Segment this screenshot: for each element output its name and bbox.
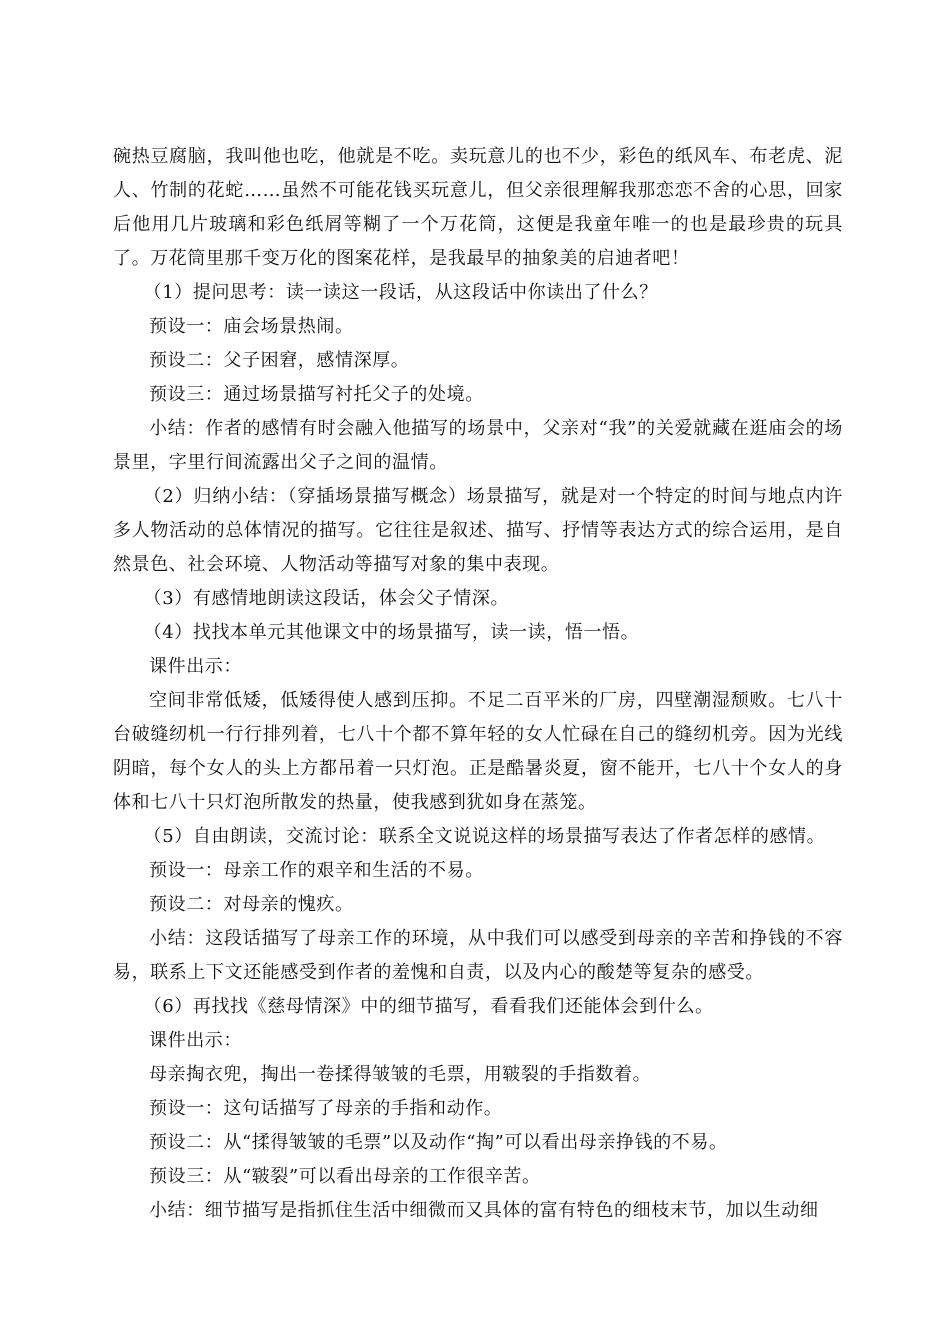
preset-4: 预设一：母亲工作的艰辛和生活的不易。 [149,860,484,881]
question-6: （6）再找找《慈母情深》中的细节描写，看看我们还能体会到什么。 [143,996,714,1017]
preset-8: 预设三：从“皲裂”可以看出母亲的工作很辛苦。 [149,1166,541,1187]
summary-2: 小结：这段话描写了母亲工作的环境，从中我们可以感受到母亲的辛苦和挣钱的不容易，联系上下文还能感受到作者的羞愧和自责，以及内心的酸楚等复杂的感受。 [113,928,843,983]
question-2: （2）归纳小结：（穿插场景描写概念）场景描写，就是对一个特定的时间与地点内许多人物活动的总体情况的描写。它往往是叙述、描写、抒情等表达方式的综合运用，是自然景色、社会环境、人物活动等描写对象的集中表现。 [113,486,843,575]
question-5: （5）自由朗读，交流讨论：联系全文说说这样的场景描写表达了作者怎样的感情。 [143,826,826,847]
summary-3: 小结：细节描写是指抓住生活中细微而又具体的富有特色的细枝末节，加以生动细 [149,1200,819,1221]
question-3: （3）有感情地朗读这段话，体会父子情深。 [143,588,510,609]
document-body [113,140,843,1228]
courseware-label-1: 课件出示： [149,656,242,677]
courseware-label-2: 课件出示： [149,1030,242,1051]
preset-2: 预设二：父子困窘，感情深厚。 [149,350,410,371]
preset-6: 预设一：这句话描写了母亲的手指和动作。 [149,1098,503,1119]
courseware-excerpt-2: 母亲掏衣兜，掏出一卷揉得皱皱的毛票，用皲裂的手指数着。 [149,1064,652,1085]
question-1: （1）提问思考：读一读这一段话，从这段话中你读出了什么？ [143,282,658,303]
preset-3: 预设三：通过场景描写衬托父子的处境。 [149,384,484,405]
preset-7: 预设二：从“揉得皱皱的毛票”以及动作“掏”可以看出母亲挣钱的不易。 [149,1132,728,1153]
preset-5: 预设二：对母亲的愧疚。 [149,894,354,915]
question-4: （4）找找本单元其他课文中的场景描写，读一读，悟一悟。 [143,622,640,643]
courseware-excerpt-1: 空间非常低矮，低矮得使人感到压抑。不足二百平米的厂房，四壁潮湿颓败。七八十台破缝纫机一行行排列着，七八十个都不算年轻的女人忙碌在自己的缝纫机旁。因为光线阴暗，每个女人的头上方都吊着一只灯泡。正是酷暑炎夏，窗不能开，七八十个女人的身体和七八十只灯泡所散发的热量，使我感到犹如身在蒸笼。 [113,690,843,813]
summary-1: 小结：作者的感情有时会融入他描写的场景中，父亲对“我”的关爱就藏在逛庙会的场景里，字里行间流露出父子之间的温情。 [113,418,843,473]
paragraph-continuation: 碗热豆腐脑，我叫他也吃，他就是不吃。卖玩意儿的也不少，彩色的纸风车、布老虎、泥人、竹制的花蛇……虽然不可能花钱买玩意儿，但父亲很理解我那恋恋不舍的心思，回家后他用几片玻璃和彩色纸屑等糊了一个万花筒，这便是我童年唯一的也是最珍贵的玩具了。万花筒里那千变万化的图案花样，是我最早的抽象美的启迪者吧！ [113,146,843,269]
preset-1: 预设一：庙会场景热闹。 [149,316,354,337]
